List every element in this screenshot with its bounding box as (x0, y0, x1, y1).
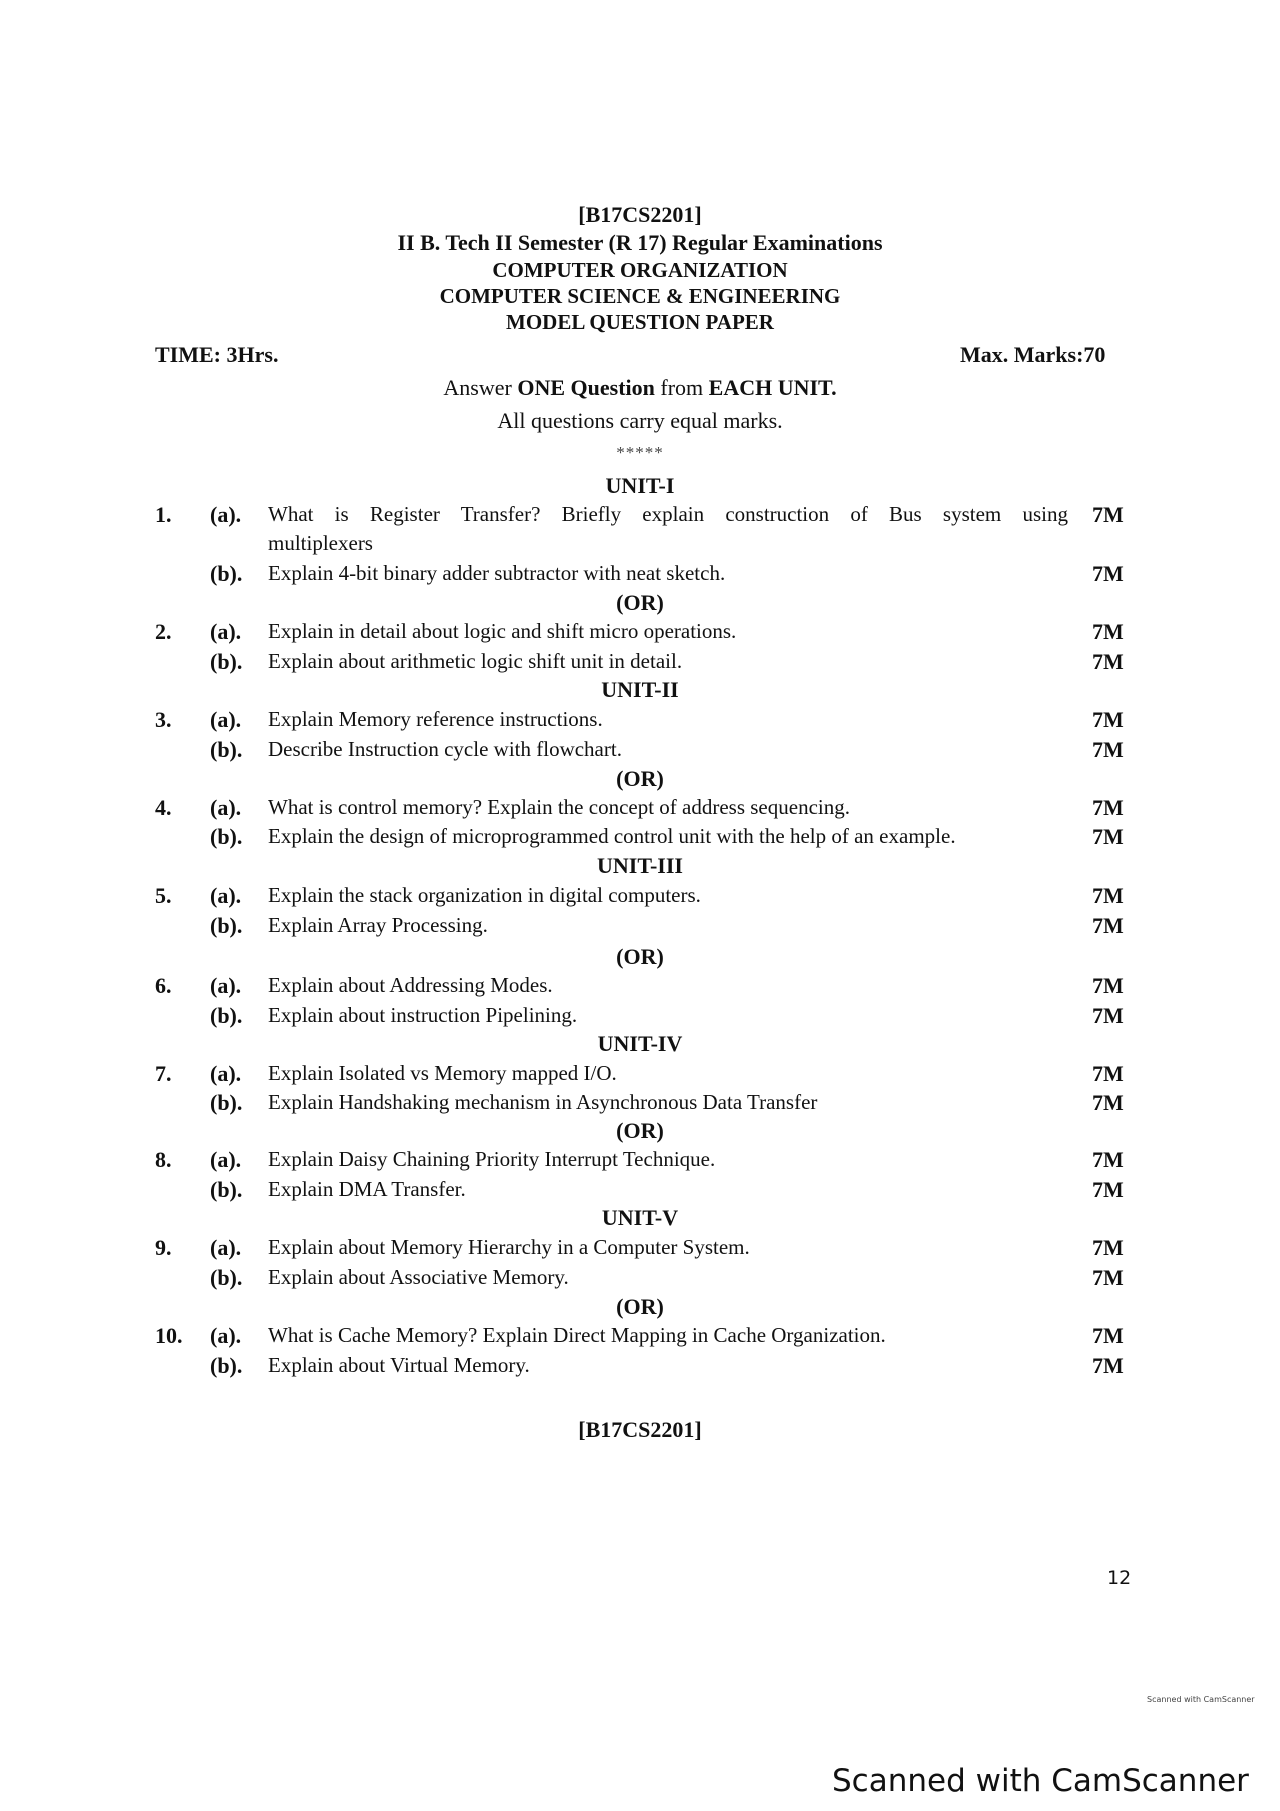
question-number: 1. (155, 502, 172, 527)
question-text: multiplexers (268, 531, 373, 555)
marks: 7M (1092, 1003, 1124, 1028)
question-row (0, 1003, 1280, 1033)
question-text: Describe Instruction cycle with flowchart. (268, 737, 622, 761)
page-number: 12 (1107, 1567, 1132, 1589)
part-label: (a). (210, 1323, 242, 1348)
max-marks-label: Max. Marks:70 (960, 342, 1106, 367)
question-text: Explain Isolated vs Memory mapped I/O. (268, 1061, 617, 1085)
instruction-bold-2: EACH UNIT. (708, 375, 837, 400)
question-text: Explain Handshaking mechanism in Asynchronous Data Transfer (268, 1090, 818, 1114)
question-text: Explain about Memory Hierarchy in a Computer System. (268, 1235, 750, 1259)
question-number: 10. (155, 1323, 183, 1348)
question-text: Explain about Virtual Memory. (268, 1353, 530, 1377)
question-text: Explain Daisy Chaining Priority Interrupt Technique. (268, 1147, 716, 1171)
instruction-mid: from (654, 375, 709, 400)
question-row (0, 1353, 1280, 1383)
marks: 7M (1092, 973, 1124, 998)
question-row (0, 1147, 1280, 1177)
part-label: (a). (210, 1061, 242, 1086)
part-label: (b). (210, 913, 243, 938)
or-separator: (OR) (616, 766, 664, 791)
part-label: (a). (210, 1235, 242, 1260)
question-text: Explain about Addressing Modes. (268, 973, 553, 997)
marks: 7M (1092, 502, 1124, 527)
question-text: Explain DMA Transfer. (268, 1177, 466, 1201)
question-row (0, 1061, 1280, 1091)
question-text: Explain in detail about logic and shift micro operations. (268, 619, 737, 643)
question-row (0, 1323, 1280, 1353)
instruction-bold-1: ONE Question (517, 375, 655, 400)
question-row (0, 795, 1280, 825)
question-row (0, 973, 1280, 1003)
question-row (0, 1177, 1280, 1207)
question-row (0, 913, 1280, 943)
marks: 7M (1092, 619, 1124, 644)
question-text: Explain about Associative Memory. (268, 1265, 569, 1289)
question-text: Explain the design of microprogrammed control unit with the help of an example. (268, 824, 956, 848)
scanner-watermark: Scanned with CamScanner (832, 1763, 1249, 1799)
marks: 7M (1092, 649, 1124, 674)
part-label: (b). (210, 1177, 243, 1202)
marks: 7M (1092, 795, 1124, 820)
part-label: (a). (210, 1147, 242, 1172)
footer-paper-code: [B17CS2201] (578, 1417, 702, 1442)
question-number: 2. (155, 619, 172, 644)
instruction-pre: Answer (443, 375, 518, 400)
marks: 7M (1092, 1061, 1124, 1086)
question-number: 7. (155, 1061, 172, 1086)
question-row (0, 883, 1280, 913)
question-row (0, 649, 1280, 679)
exam-title: II B. Tech II Semester (R 17) Regular Examinations (397, 230, 883, 255)
unit-heading: UNIT-III (596, 853, 683, 878)
or-separator: (OR) (616, 1118, 664, 1143)
marks: 7M (1092, 883, 1124, 908)
or-separator: (OR) (616, 944, 664, 969)
question-row (0, 502, 1280, 532)
or-separator: (OR) (616, 590, 664, 615)
subject-title: COMPUTER ORGANIZATION (492, 258, 788, 282)
or-separator: (OR) (616, 1294, 664, 1319)
marks: 7M (1092, 1265, 1124, 1290)
unit-heading: UNIT-II (601, 677, 679, 702)
unit-heading: UNIT-V (601, 1205, 679, 1230)
question-text: Explain about instruction Pipelining. (268, 1003, 578, 1027)
marks: 7M (1092, 1090, 1124, 1115)
question-text: Explain Memory reference instructions. (268, 707, 603, 731)
part-label: (a). (210, 502, 242, 527)
question-text: What is Cache Memory? Explain Direct Mapping in Cache Organization. (268, 1323, 886, 1347)
question-row (0, 707, 1280, 737)
time-label: TIME: 3Hrs. (155, 342, 279, 367)
question-number: 4. (155, 795, 172, 820)
question-row (0, 1265, 1280, 1295)
question-number: 6. (155, 973, 172, 998)
question-row (0, 824, 1280, 854)
question-row (0, 737, 1280, 767)
part-label: (a). (210, 619, 242, 644)
question-text: What is control memory? Explain the concept of address sequencing. (268, 795, 850, 819)
part-label: (b). (210, 1265, 243, 1290)
question-number: 9. (155, 1235, 172, 1260)
unit-heading: UNIT-IV (597, 1031, 683, 1056)
marks: 7M (1092, 913, 1124, 938)
part-label: (b). (210, 649, 243, 674)
question-row-continued (0, 531, 1280, 561)
question-number: 8. (155, 1147, 172, 1172)
marks: 7M (1092, 737, 1124, 762)
question-row (0, 1235, 1280, 1265)
marks: 7M (1092, 561, 1124, 586)
paper-type: MODEL QUESTION PAPER (506, 310, 774, 334)
question-number: 3. (155, 707, 172, 732)
part-label: (b). (210, 1353, 243, 1378)
part-label: (b). (210, 561, 243, 586)
equal-marks-line: All questions carry equal marks. (497, 408, 783, 433)
marks: 7M (1092, 1353, 1124, 1378)
question-text: What is Register Transfer? Briefly explain construction of Bus system using (268, 502, 1068, 526)
stars-divider: ***** (616, 443, 664, 462)
part-label: (a). (210, 883, 242, 908)
question-text: Explain Array Processing. (268, 913, 488, 937)
part-label: (a). (210, 795, 242, 820)
paper-code: [B17CS2201] (578, 202, 702, 227)
question-row (0, 561, 1280, 591)
marks: 7M (1092, 824, 1124, 849)
question-text: Explain the stack organization in digital computers. (268, 883, 701, 907)
part-label: (a). (210, 707, 242, 732)
marks: 7M (1092, 707, 1124, 732)
marks: 7M (1092, 1323, 1124, 1348)
question-text: Explain 4-bit binary adder subtractor with neat sketch. (268, 561, 726, 585)
marks: 7M (1092, 1147, 1124, 1172)
part-label: (b). (210, 824, 243, 849)
part-label: (b). (210, 1090, 243, 1115)
part-label: (a). (210, 973, 242, 998)
instruction-line (0, 375, 1280, 401)
question-row (0, 619, 1280, 649)
part-label: (b). (210, 737, 243, 762)
question-text: Explain about arithmetic logic shift unit in detail. (268, 649, 683, 673)
scanner-watermark-small: Scanned with CamScanner (1147, 1695, 1255, 1704)
question-number: 5. (155, 883, 172, 908)
marks: 7M (1092, 1177, 1124, 1202)
question-row (0, 1090, 1280, 1120)
part-label: (b). (210, 1003, 243, 1028)
branch-title: COMPUTER SCIENCE & ENGINEERING (439, 284, 841, 308)
unit-heading: UNIT-I (605, 473, 675, 498)
marks: 7M (1092, 1235, 1124, 1260)
